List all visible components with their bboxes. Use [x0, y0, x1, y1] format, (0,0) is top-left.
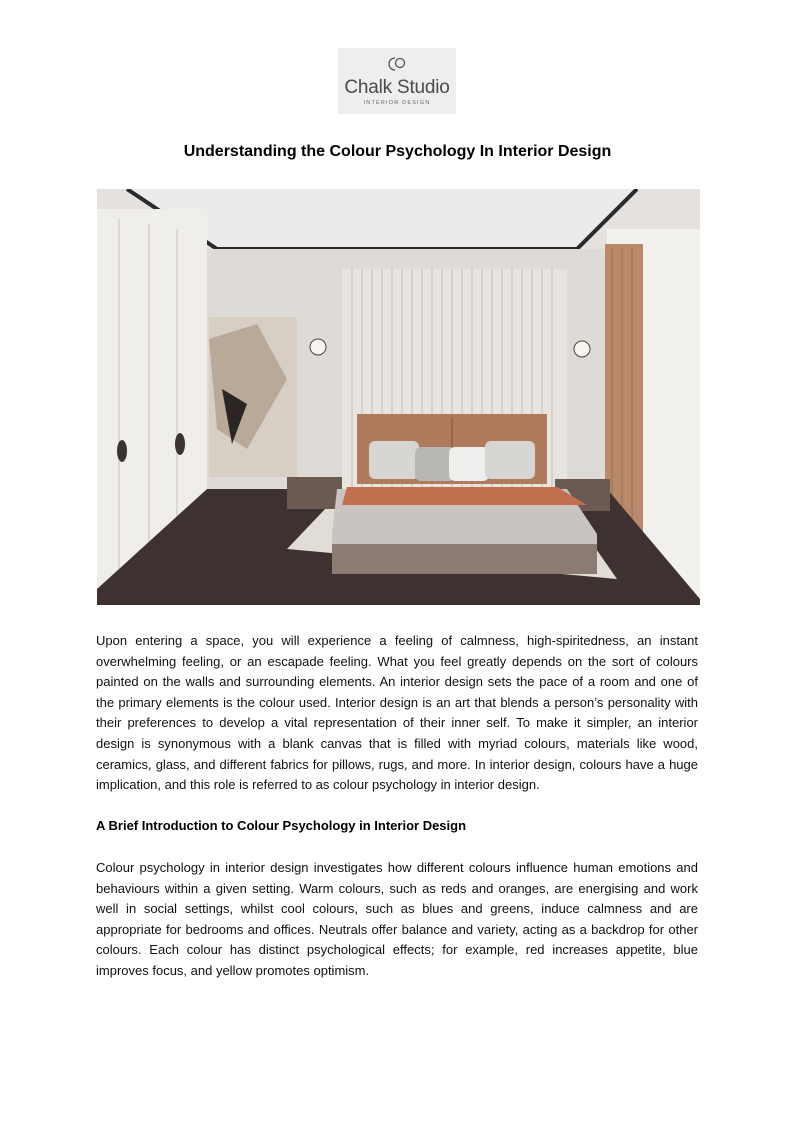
bedroom-photo-icon — [97, 189, 700, 605]
section-body-paragraph: Colour psychology in interior design investigates how different colours influence human emotions and behaviours within a given setting. Warm colours, such as reds and oranges, are energising and work well in social settings, whilst cool colours, such as blues and greens, induce calmness and are appropriate for bedrooms and offices. Neutrals offer balance and variety, acting as a backdrop for other colours. Each colour has distinct psychological effects; for example, red increases appetite, blue improves focus, and yellow promotes optimism. — [96, 860, 698, 978]
hero-bedroom-image — [97, 189, 700, 605]
page-title: Understanding the Colour Psychology In Interior Design — [183, 143, 612, 160]
chalk-studio-monogram-icon — [385, 55, 409, 73]
logo-tagline: INTERIOR DESIGN — [363, 100, 431, 106]
intro-paragraph: Upon entering a space, you will experience a feeling of calmness, high-spiritedness, an instant overwhelming feeling, or an escapade feeling. What you feel greatly depends on the sort of colours painted on the walls and surrounding elements. An interior design sets the pace of a room and one of the primary elements is the colour used. Interior design is an art that blends a person’s personality with their preferences to develop a vital representation of their inner self. To make it simpler, an interior design is synonymous with a blank canvas that is filled with myriad colours, materials like wood, ceramics, glass, and different fabrics for pillows, rugs, and more. In interior design, colours have a huge implication, and this role is referred to as colour psychology in interior design. — [96, 633, 698, 793]
section-heading: A Brief Introduction to Colour Psychology in Interior Design — [96, 818, 467, 833]
brand-logo — [338, 48, 456, 114]
logo-brand-name: Chalk Studio — [344, 77, 450, 98]
